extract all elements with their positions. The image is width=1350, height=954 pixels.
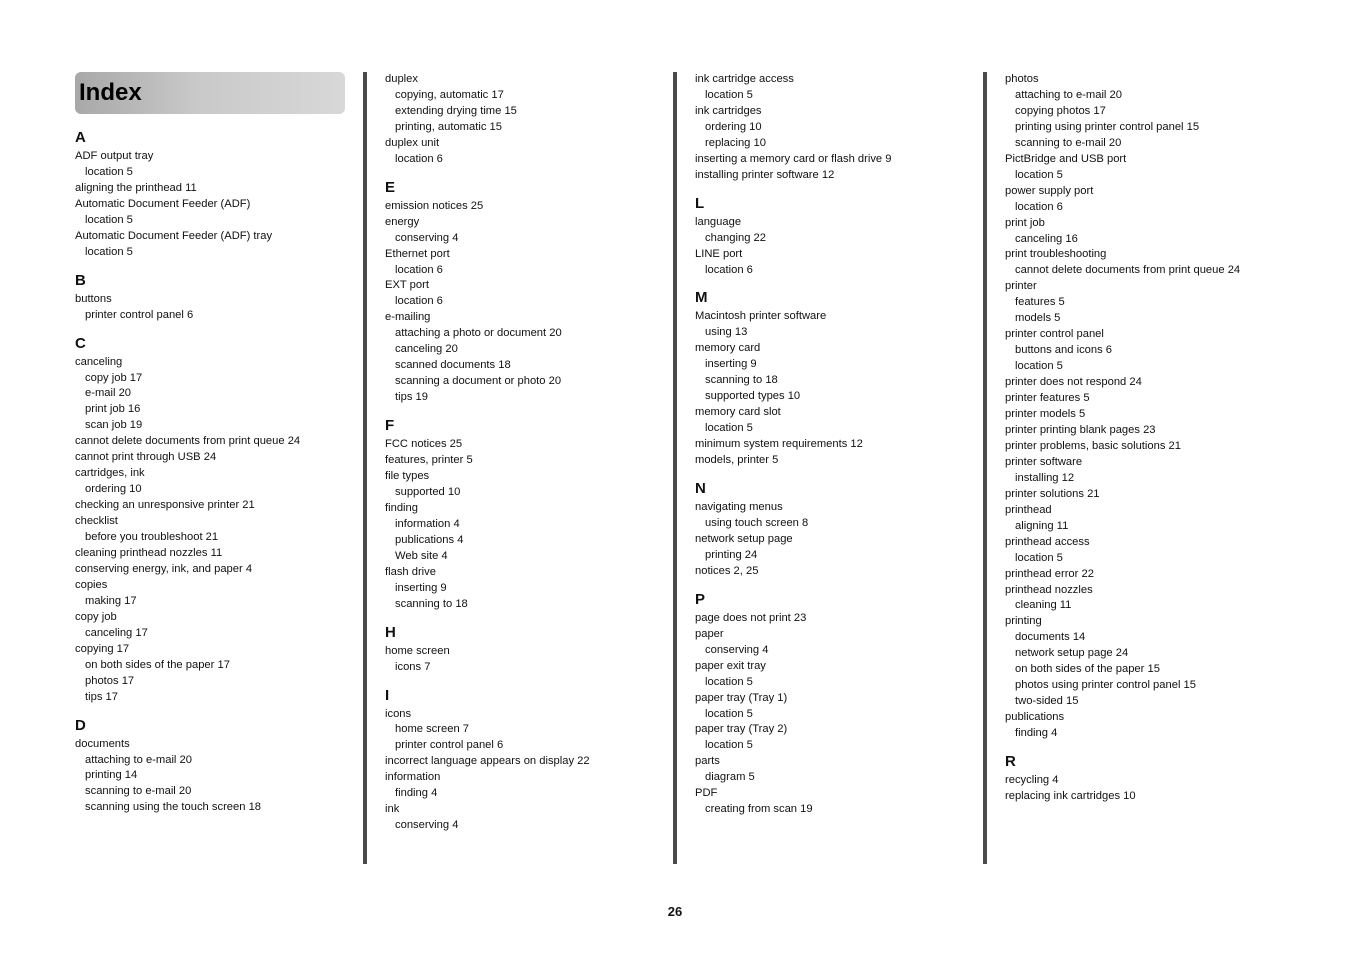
index-subentry: cannot delete documents from print queue 24	[1015, 264, 1241, 277]
index-entry: icons	[385, 707, 412, 720]
page-number: 26	[667, 904, 683, 919]
index-subentry: location 5	[1015, 360, 1063, 373]
index-column-3	[695, 72, 965, 818]
index-subentry: attaching to e-mail 20	[85, 753, 192, 766]
index-subentry: copy job 17	[85, 371, 143, 384]
index-subentry: location 6	[395, 295, 443, 308]
index-subentry: scanning to 18	[705, 374, 778, 387]
index-subentry: location 5	[85, 165, 133, 178]
index-subentry: buttons and icons 6	[1015, 344, 1113, 357]
index-entry: cleaning printhead nozzles 11	[75, 547, 223, 560]
index-entry: Automatic Document Feeder (ADF) tray	[75, 229, 273, 242]
index-entry: duplex	[385, 73, 418, 85]
index-subentry: aligning 11	[1015, 519, 1069, 532]
column-divider	[673, 72, 677, 864]
index-subentry: finding 4	[1015, 727, 1058, 740]
index-subentry: home screen 7	[395, 723, 470, 736]
section-letter: L	[695, 194, 705, 212]
index-subentry: printing, automatic 15	[395, 120, 502, 133]
index-entry: ADF output tray	[75, 150, 154, 162]
index-entry: ink cartridge access	[695, 73, 794, 85]
index-subentry: location 5	[85, 245, 133, 258]
index-subentry: replacing 10	[705, 136, 766, 149]
index-column-4	[1005, 72, 1275, 805]
index-entry: paper tray (Tray 2)	[695, 723, 788, 736]
index-entry: Automatic Document Feeder (ADF)	[75, 197, 251, 210]
index-entry: printer	[1005, 280, 1037, 293]
column-divider	[363, 72, 367, 864]
index-subentry: scanning a document or photo 20	[395, 375, 562, 388]
section-letter: I	[385, 686, 390, 704]
index-subentry: location 5	[705, 88, 753, 101]
index-entry: LINE port	[695, 247, 743, 260]
index-subentry: information 4	[395, 517, 460, 530]
index-subentry: photos 17	[85, 674, 135, 687]
index-subentry: network setup page 24	[1015, 647, 1129, 660]
index-entry: aligning the printhead 11	[75, 181, 197, 194]
index-subentry: location 5	[1015, 168, 1063, 181]
index-entry: page does not print 23	[695, 611, 807, 624]
index-subentry: attaching a photo or document 20	[395, 327, 562, 340]
index-entry: documents	[75, 737, 130, 750]
index-entry: photos	[1005, 73, 1039, 85]
index-title-box	[75, 72, 345, 114]
section-letter: A	[75, 129, 86, 146]
index-subentry: using touch screen 8	[705, 516, 809, 529]
index-entry: notices 2, 25	[695, 564, 759, 577]
section-letter: R	[1005, 753, 1016, 771]
index-entry: copy job	[75, 610, 117, 623]
index-subentry: location 5	[85, 213, 133, 226]
index-entry: memory card	[695, 342, 761, 355]
index-entry: EXT port	[385, 279, 429, 292]
index-subentry: location 6	[1015, 200, 1063, 213]
index-subentry: attaching to e-mail 20	[1015, 88, 1122, 101]
index-subentry: making 17	[85, 594, 137, 607]
index-subentry: on both sides of the paper 15	[1015, 663, 1160, 676]
index-entry: checking an unresponsive printer 21	[75, 499, 255, 512]
section-letter: C	[75, 334, 86, 352]
index-subentry: scanned documents 18	[395, 359, 511, 372]
index-title: Index	[79, 79, 142, 107]
index-subentry: printer control panel 6	[395, 739, 504, 752]
index-entry: print troubleshooting	[1005, 248, 1107, 261]
index-entry: paper tray (Tray 1)	[695, 691, 788, 704]
index-subentry: scan job 19	[85, 419, 143, 432]
index-entry: publications	[1005, 711, 1065, 724]
section-letter: H	[385, 623, 396, 641]
index-subentry: tips 19	[395, 391, 428, 404]
index-subentry: canceling 20	[395, 343, 458, 356]
index-entry: printhead	[1005, 503, 1052, 516]
index-entry: FCC notices 25	[385, 438, 463, 451]
index-subentry: scanning to e-mail 20	[1015, 136, 1122, 149]
index-subentry: conserving 4	[395, 231, 459, 244]
index-entry: cannot delete documents from print queue 24	[75, 435, 301, 448]
index-entry: printhead nozzles	[1005, 583, 1093, 596]
index-column-2	[385, 72, 655, 834]
index-entry: language	[695, 215, 742, 228]
index-entry: printing	[1005, 615, 1042, 628]
index-subentry: tips 17	[85, 690, 118, 703]
index-subentry: on both sides of the paper 17	[85, 658, 230, 671]
index-subentry: location 6	[395, 263, 443, 276]
index-entry: flash drive	[385, 565, 436, 578]
index-subentry: scanning to e-mail 20	[85, 785, 192, 798]
index-entry: recycling 4	[1005, 774, 1059, 787]
index-entry: incorrect language appears on display 22	[385, 755, 590, 768]
index-entry: inserting a memory card or flash drive 9	[695, 152, 892, 165]
index-entry: buttons	[75, 292, 112, 305]
index-subentry: Web site 4	[395, 549, 448, 562]
index-entry: paper exit tray	[695, 659, 766, 672]
index-entry: conserving energy, ink, and paper 4	[75, 562, 253, 575]
index-column-1	[75, 72, 345, 816]
index-entry: file types	[385, 470, 430, 483]
index-entry: canceling	[75, 355, 123, 368]
index-entry: e-mailing	[385, 311, 431, 324]
section-letter: N	[695, 480, 706, 498]
index-subentry: documents 14	[1015, 631, 1086, 644]
index-subentry: models 5	[1015, 312, 1061, 325]
index-subentry: finding 4	[395, 787, 438, 800]
index-subentry: icons 7	[395, 660, 431, 673]
index-entry: PictBridge and USB port	[1005, 152, 1127, 165]
section-letter: D	[75, 716, 86, 734]
index-entry: printer solutions 21	[1005, 487, 1100, 500]
index-subentry: location 6	[705, 263, 753, 276]
index-subentry: ordering 10	[705, 120, 762, 133]
index-entry: copies	[75, 578, 108, 591]
index-entry: checklist	[75, 515, 118, 528]
index-entry: installing printer software 12	[695, 168, 835, 181]
index-entry: duplex unit	[385, 136, 440, 149]
index-subentry: extending drying time 15	[395, 104, 517, 117]
index-entry: energy	[385, 215, 420, 228]
section-letter: E	[385, 178, 396, 196]
index-subentry: location 5	[1015, 551, 1063, 564]
index-entry: printer printing blank pages 23	[1005, 423, 1156, 436]
column-divider	[983, 72, 987, 864]
index-subentry: installing 12	[1015, 471, 1075, 484]
index-subentry: cleaning 11	[1015, 599, 1072, 612]
index-entry: navigating menus	[695, 501, 783, 514]
index-subentry: conserving 4	[395, 819, 459, 832]
index-entry: paper	[695, 627, 724, 640]
index-subentry: two-sided 15	[1015, 695, 1079, 708]
index-entry: printer control panel	[1005, 328, 1104, 341]
index-entry: printer features 5	[1005, 392, 1090, 405]
index-subentry: publications 4	[395, 533, 464, 546]
index-subentry: printing 14	[85, 769, 138, 782]
index-entry: models, printer 5	[695, 454, 779, 467]
index-subentry: location 5	[705, 422, 753, 435]
index-subentry: before you troubleshoot 21	[85, 531, 219, 544]
index-entry: information	[385, 771, 441, 784]
index-entry: print job	[1005, 216, 1045, 229]
index-subentry: ordering 10	[85, 483, 142, 496]
index-subentry: print job 16	[85, 403, 141, 416]
index-entry: network setup page	[695, 532, 793, 545]
index-entry: ink	[385, 803, 400, 816]
index-subentry: scanning using the touch screen 18	[85, 801, 262, 814]
index-entry: cartridges, ink	[75, 467, 145, 480]
index-entry: printhead access	[1005, 535, 1090, 548]
index-subentry: printing using printer control panel 15	[1015, 120, 1200, 133]
index-subentry: changing 22	[705, 231, 766, 244]
index-subentry: supported 10	[395, 485, 461, 498]
index-entry: printer does not respond 24	[1005, 376, 1142, 389]
index-entry: PDF	[695, 787, 718, 800]
index-entry: printer models 5	[1005, 408, 1086, 421]
index-subentry: inserting 9	[705, 358, 757, 371]
index-entry: finding	[385, 501, 418, 514]
index-subentry: location 5	[705, 739, 753, 752]
index-entry: emission notices 25	[385, 199, 484, 212]
index-subentry: canceling 16	[1015, 232, 1078, 245]
index-entry: ink cartridges	[695, 104, 762, 117]
index-entry: home screen	[385, 644, 450, 657]
index-subentry: inserting 9	[395, 581, 447, 594]
section-letter: M	[695, 289, 708, 307]
index-entry: memory card slot	[695, 406, 781, 419]
index-entry: printhead error 22	[1005, 567, 1094, 580]
index-subentry: location 5	[705, 707, 753, 720]
index-subentry: e-mail 20	[85, 387, 132, 400]
index-subentry: using 13	[705, 326, 748, 339]
index-entry: Macintosh printer software	[695, 310, 827, 323]
section-letter: F	[385, 417, 395, 435]
index-subentry: conserving 4	[705, 643, 769, 656]
index-entry: power supply port	[1005, 184, 1094, 197]
section-letter: B	[75, 271, 86, 289]
index-entry: copying 17	[75, 642, 130, 655]
index-entry: printer software	[1005, 455, 1083, 468]
index-subentry: creating from scan 19	[705, 803, 813, 816]
index-entry: Ethernet port	[385, 247, 450, 260]
index-subentry: printer control panel 6	[85, 308, 194, 321]
index-subentry: location 6	[395, 152, 443, 165]
section-letter: P	[695, 590, 706, 608]
index-subentry: supported types 10	[705, 390, 801, 403]
index-entry: cannot print through USB 24	[75, 451, 217, 464]
index-subentry: features 5	[1015, 296, 1065, 309]
index-subentry: scanning to 18	[395, 597, 468, 610]
index-subentry: copying photos 17	[1015, 104, 1106, 117]
index-subentry: printing 24	[705, 548, 758, 561]
index-entry: minimum system requirements 12	[695, 438, 863, 451]
index-entry: printer problems, basic solutions 21	[1005, 439, 1181, 452]
index-subentry: canceling 17	[85, 626, 148, 639]
index-subentry: photos using printer control panel 15	[1015, 679, 1196, 692]
index-subentry: copying, automatic 17	[395, 88, 504, 101]
index-subentry: location 5	[705, 675, 753, 688]
index-entry: replacing ink cartridges 10	[1005, 789, 1136, 802]
index-subentry: diagram 5	[705, 771, 755, 784]
index-entry: parts	[695, 755, 720, 768]
index-entry: features, printer 5	[385, 454, 473, 467]
